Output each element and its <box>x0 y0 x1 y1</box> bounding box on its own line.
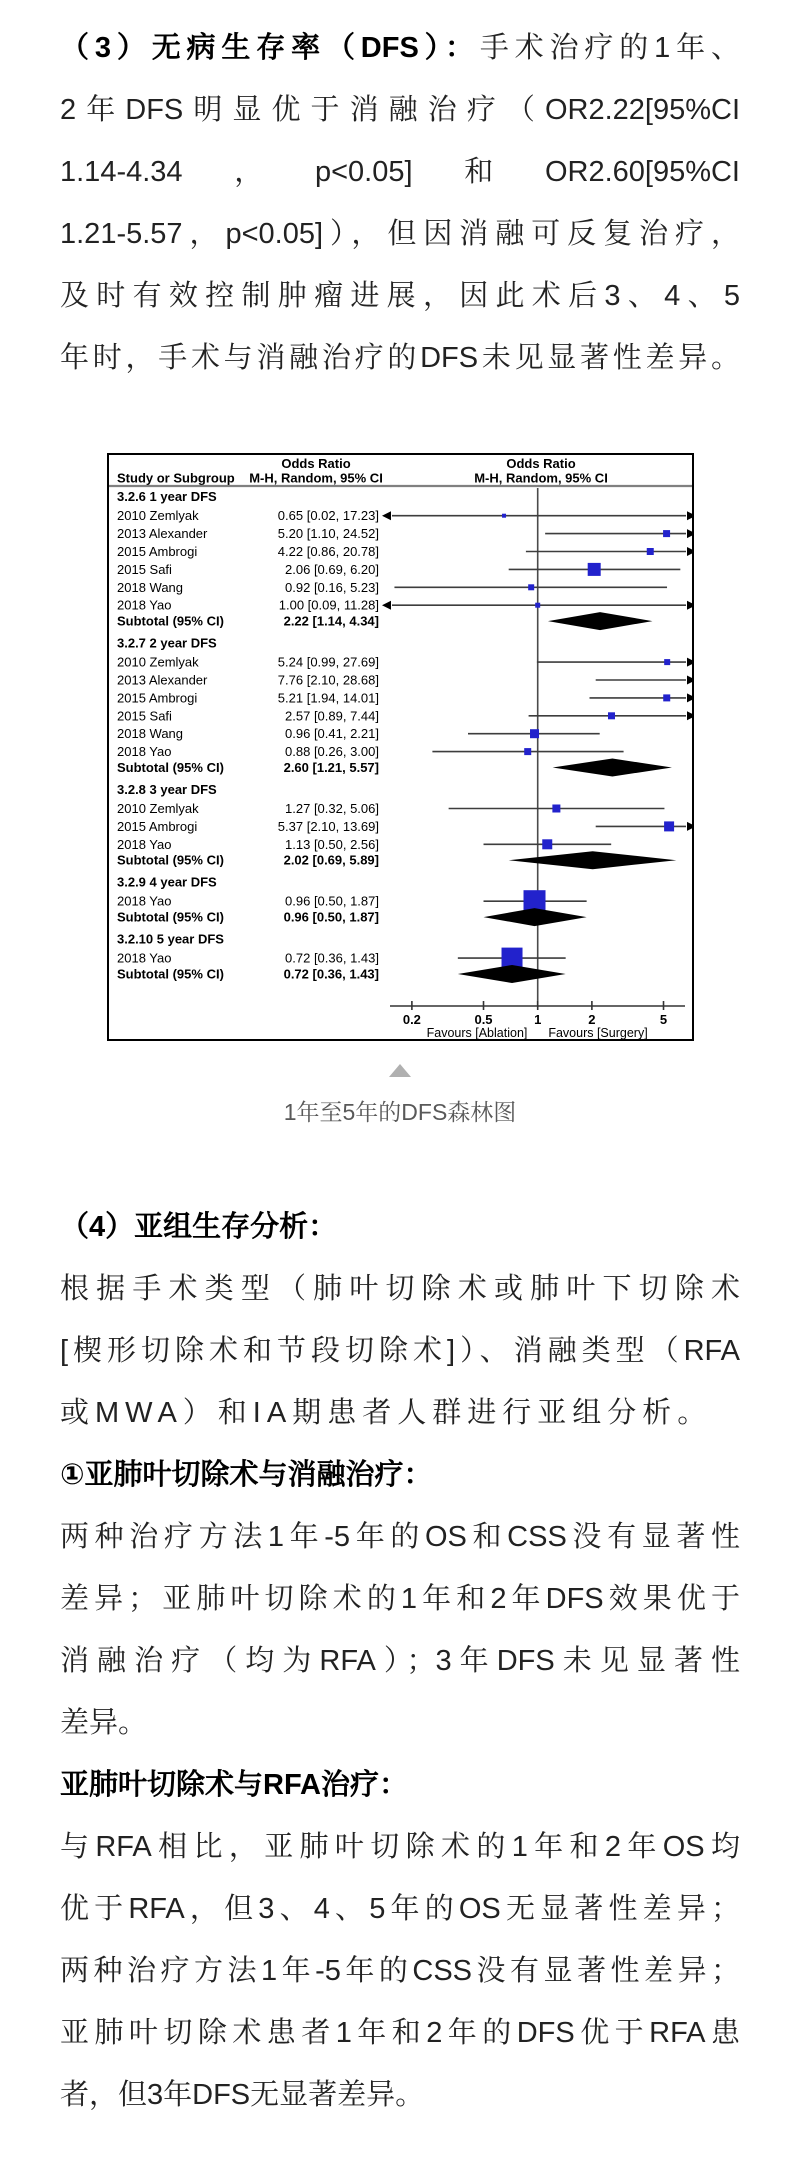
article-text-segment: 或MWA）和IA期患者人群进行亚组分析。 <box>60 1397 713 1429</box>
article-line <box>60 339 740 377</box>
study-label: 2013 Alexander <box>117 526 208 542</box>
study-label: 2015 Safi <box>117 708 172 724</box>
tick-label: 0.5 <box>474 1012 493 1027</box>
article-text-segment: 差异；亚肺叶切除术的1年和2年DFS效果优于 <box>60 1583 740 1615</box>
figure-caption: 1年至5年的DFS森林图 <box>283 1099 517 1125</box>
study-label: 2015 Ambrogi <box>117 818 198 834</box>
article-line <box>60 1952 740 1990</box>
study-label: 2018 Yao <box>117 597 172 613</box>
arrow-left-icon <box>382 601 391 610</box>
article-text-segment: 手术治疗的1年、 <box>479 32 740 64</box>
tick-label: 2 <box>588 1012 596 1027</box>
article-text-segment: 根据手术类型（肺叶切除术或肺叶下切除术 <box>60 1273 740 1305</box>
point-marker <box>530 729 539 738</box>
article-line <box>60 1456 740 1494</box>
point-marker <box>502 514 506 518</box>
subtotal-ci-value: 2.22 [1.14, 4.34] <box>283 613 379 629</box>
article-line <box>60 1394 740 1432</box>
study-label: 2015 Ambrogi <box>117 544 198 559</box>
article-line <box>60 277 740 315</box>
subtotal-ci-value: 0.72 [0.36, 1.43] <box>283 966 379 982</box>
or-ci-value: 2.57 [0.89, 7.44] <box>285 708 379 724</box>
section-label: 3.2.9 4 year DFS <box>117 874 217 890</box>
or-ci-value: 0.88 [0.26, 3.00] <box>285 744 379 760</box>
study-label: 2018 Yao <box>117 950 172 966</box>
favours-left-label: Favours [Ablation] <box>426 1026 528 1039</box>
study-label: 2015 Safi <box>117 561 172 577</box>
arrow-right-icon <box>687 529 692 538</box>
point-marker <box>588 563 601 576</box>
arrow-left-icon <box>382 511 391 520</box>
study-label: 2018 Yao <box>117 744 172 760</box>
section-label: 3.2.7 2 year DFS <box>117 635 217 651</box>
or-ci-value: 0.96 [0.41, 2.21] <box>285 726 379 742</box>
point-marker <box>528 584 534 590</box>
article-line <box>60 2014 740 2052</box>
article-text-segment: 2年DFS明显优于消融治疗（OR2.22[95%CI <box>60 94 740 126</box>
point-marker <box>664 659 670 665</box>
section-label: 3.2.8 3 year DFS <box>117 782 217 797</box>
point-marker <box>608 712 615 719</box>
arrow-right-icon <box>687 601 692 610</box>
study-label: 2018 Wang <box>117 579 184 595</box>
or-ci-value: 1.00 [0.09, 11.28] <box>278 597 379 613</box>
tick-label: 0.2 <box>402 1012 421 1027</box>
study-label: 2015 Ambrogi <box>117 690 198 706</box>
article-line <box>60 1580 740 1618</box>
subtotal-diamond <box>509 851 677 869</box>
point-marker <box>535 603 540 608</box>
article-line <box>60 1890 740 1928</box>
article-text-segment: 1.21-5.57，p<0.05]），但因消融可反复治疗， <box>60 218 740 250</box>
section-label: 3.2.6 1 year DFS <box>117 489 217 505</box>
point-marker <box>663 694 670 701</box>
subtotal-ci-value: 2.02 [0.69, 5.89] <box>283 852 379 868</box>
article-text-segment: 两种治疗方法1年-5年的CSS没有显著性差异； <box>60 1955 740 1987</box>
article-bold-text: ①亚肺叶切除术与消融治疗： <box>60 1459 433 1491</box>
column-header-method-right: M-H, Random, 95% CI <box>474 470 608 486</box>
article-line <box>60 1332 740 1370</box>
study-label: 2010 Zemlyak <box>117 654 199 670</box>
point-marker <box>664 821 674 831</box>
article-line <box>60 2076 740 2114</box>
article-text-segment: 1.14-4.34，p<0.05]和OR2.60[95%CI <box>60 156 740 188</box>
or-ci-value: 1.27 [0.32, 5.06] <box>285 801 379 816</box>
or-ci-value: 0.72 [0.36, 1.43] <box>285 950 379 966</box>
point-marker <box>663 530 670 537</box>
or-ci-value: 5.20 [1.10, 24.52] <box>277 526 379 542</box>
or-ci-value: 7.76 [2.10, 28.68] <box>277 672 379 688</box>
point-marker <box>524 748 531 755</box>
arrow-right-icon <box>687 676 692 685</box>
study-label: 2010 Zemlyak <box>117 508 199 524</box>
subtotal-label: Subtotal (95% CI) <box>117 909 224 925</box>
article-text-segment: 及时有效控制肿瘤进展，因此术后3、4、5 <box>60 280 740 312</box>
caption-triangle-icon <box>389 1064 411 1077</box>
forest-plot <box>107 453 694 1041</box>
point-marker <box>542 839 552 849</box>
article-line <box>60 1704 740 1742</box>
column-header-study: Study or Subgroup <box>117 470 235 486</box>
study-label: 2018 Yao <box>117 893 172 909</box>
article-line <box>60 215 740 253</box>
article-bold-text: （4）亚组生存分析： <box>60 1211 338 1243</box>
subtotal-ci-value: 2.60 [1.21, 5.57] <box>283 760 379 775</box>
point-marker <box>647 548 654 555</box>
tick-label: 5 <box>659 1012 668 1027</box>
arrow-right-icon <box>687 693 692 702</box>
article-text-segment: 优于RFA，但3、4、5年的OS无显著性差异； <box>60 1893 740 1925</box>
article-line <box>60 29 740 67</box>
subtotal-diamond <box>484 908 587 926</box>
arrow-right-icon <box>687 822 692 831</box>
point-marker <box>552 805 560 813</box>
or-ci-value: 0.92 [0.16, 5.23] <box>285 579 379 595</box>
article-text-segment: [楔形切除术和节段切除术]）、消融类型（RFA <box>60 1335 740 1367</box>
subtotal-ci-value: 0.96 [0.50, 1.87] <box>283 909 379 925</box>
article-line <box>60 1518 740 1556</box>
article-line <box>60 1766 740 1804</box>
or-ci-value: 0.65 [0.02, 17.23] <box>277 508 379 524</box>
favours-right-label: Favours [Surgery] <box>548 1026 648 1039</box>
arrow-right-icon <box>687 547 692 556</box>
arrow-right-icon <box>687 658 692 667</box>
subtotal-label: Subtotal (95% CI) <box>117 852 224 868</box>
article-text-segment: 两种治疗方法1年-5年的OS和CSS没有显著性 <box>60 1521 740 1553</box>
article-line <box>60 1828 740 1866</box>
subtotal-diamond <box>458 965 566 983</box>
article-line <box>60 1208 740 1246</box>
or-ci-value: 5.21 [1.94, 14.01] <box>277 690 379 706</box>
study-label: 2018 Wang <box>117 726 184 742</box>
or-ci-value: 0.96 [0.50, 1.87] <box>285 893 379 909</box>
forest-plot-svg <box>109 455 692 1039</box>
article-line <box>60 153 740 191</box>
study-label: 2013 Alexander <box>117 672 208 688</box>
subtotal-label: Subtotal (95% CI) <box>117 966 224 982</box>
column-header-or-right: Odds Ratio <box>506 456 576 471</box>
or-ci-value: 5.24 [0.99, 27.69] <box>277 654 379 670</box>
subtotal-diamond <box>553 759 672 777</box>
article-text-segment: 消融治疗（均为RFA）；3年DFS未见显著性 <box>60 1645 740 1677</box>
arrow-right-icon <box>687 711 692 720</box>
subtotal-label: Subtotal (95% CI) <box>117 613 224 629</box>
tick-label: 1 <box>534 1012 542 1027</box>
section-label: 3.2.10 5 year DFS <box>117 931 224 947</box>
column-header-method-left: M-H, Random, 95% CI <box>249 470 383 486</box>
article-text-segment: 者，但3年DFS无显著差异。 <box>60 2079 425 2111</box>
article-line <box>60 91 740 129</box>
arrow-right-icon <box>687 511 692 520</box>
subtotal-diamond <box>548 612 653 630</box>
article-text-segment: 年时，手术与消融治疗的DFS未见显著性差异。 <box>60 342 740 374</box>
column-header-or-left: Odds Ratio <box>281 456 351 471</box>
or-ci-value: 4.22 [0.86, 20.78] <box>277 544 379 559</box>
article-text-segment: 差异。 <box>60 1707 148 1739</box>
article-text-segment: 与RFA相比，亚肺叶切除术的1年和2年OS均 <box>60 1831 740 1863</box>
article-line <box>60 1270 740 1308</box>
study-label: 2018 Yao <box>117 836 172 852</box>
article-bold-text: 亚肺叶切除术与RFA治疗： <box>60 1769 409 1801</box>
article-bold-text: （3）无病生存率（DFS）： <box>60 32 480 64</box>
article-text-segment: 亚肺叶切除术患者1年和2年的DFS优于RFA患 <box>60 2017 740 2049</box>
or-ci-value: 2.06 [0.69, 6.20] <box>285 561 379 577</box>
or-ci-value: 5.37 [2.10, 13.69] <box>277 818 379 834</box>
study-label: 2010 Zemlyak <box>117 801 199 816</box>
or-ci-value: 1.13 [0.50, 2.56] <box>285 836 379 852</box>
subtotal-label: Subtotal (95% CI) <box>117 760 224 775</box>
article-line <box>60 1642 740 1680</box>
